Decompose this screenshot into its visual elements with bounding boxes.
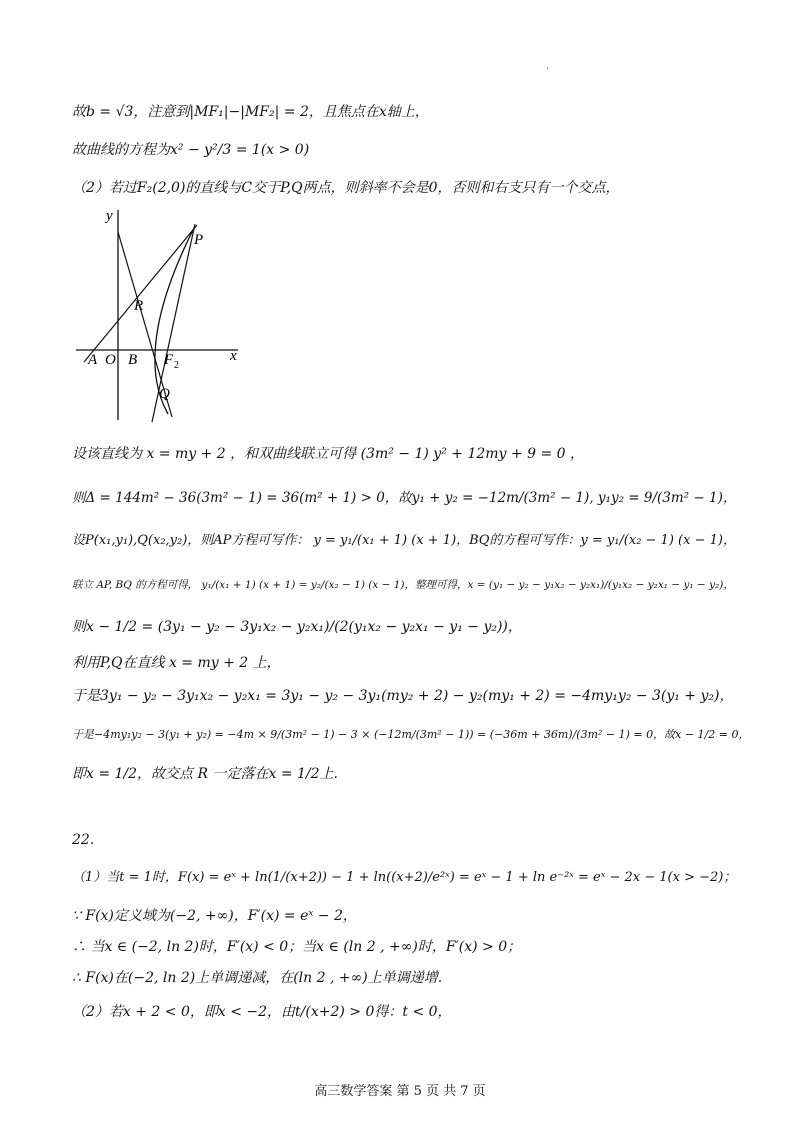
text-line-9: 利用P,Q在直线 x = my + 2 上， (72, 655, 281, 671)
text-line-16: ∴ 当x ∈ (−2, ln 2)时，F′(x) < 0；当x ∈ (ln 2 , +∞)时，F′(x) > 0； (72, 939, 522, 955)
problem-number: 22. (72, 832, 95, 848)
label-y: y (106, 208, 113, 224)
label-a: A (88, 352, 98, 368)
text-line-15: ∵ F(x)定义域为(−2, +∞)，F′(x) = eˣ − 2， (72, 908, 357, 924)
label-x: x (230, 348, 237, 364)
text-line-2: 故曲线的方程为x² − y²/3 = 1(x > 0) (72, 142, 310, 158)
text-line-4: 设该直线为 x = my + 2 ，和双曲线联立可得 (3m² − 1) y² + 12my + 9 = 0 ， (72, 446, 584, 462)
label-o: O (105, 352, 116, 368)
hyperbola-figure (70, 202, 250, 427)
text-line-5: 则Δ = 144m² − 36(3m² − 1) = 36(m² + 1) > 0，故y₁ + y₂ = −12m/(3m² − 1), y₁y₂ = 9/(3m² − 1)， (72, 490, 737, 506)
label-r: R (134, 298, 144, 314)
text-line-7: 联立 AP, BQ 的方程可得， y₁/(x₁ + 1) (x + 1) = y₂/(x₂ − 1) (x − 1)，整理可得，x = (y₁ − y₂ − y₁x₂ − y₂x₁)/(y₁x₂ − y₂x₁ − y₁ − y₂)， (72, 579, 734, 591)
label-q: Q (159, 386, 170, 402)
label-f-subscript: 2 (174, 360, 179, 371)
text-line-12: 即x = 1/2，故交点 R 一定落在x = 1/2上. (72, 766, 339, 782)
label-f: F (164, 352, 174, 368)
label-p: P (194, 232, 204, 248)
text-line-8: 则x − 1/2 = (3y₁ − y₂ − 3y₁x₂ − y₂x₁)/(2(y₁x₂ − y₂x₁ − y₁ − y₂))， (72, 619, 522, 635)
text-line-18: （2）若x + 2 < 0，即x < −2，由t/(x+2) > 0得：t < 0， (72, 1004, 452, 1020)
text-line-3: （2）若过F₂(2,0)的直线与C交于P,Q两点，则斜率不会是0，否则和右支只有一个交点， (72, 180, 620, 196)
label-b: B (128, 352, 138, 368)
page-footer: 高三数学答案 第 5 页 共 7 页 (314, 1084, 486, 1099)
header-mark: · (546, 64, 550, 75)
text-line-1: 故b = √3，注意到|MF₁|−|MF₂| = 2，且焦点在x轴上， (72, 104, 429, 120)
text-line-6: 设P(x₁,y₁),Q(x₂,y₂)，则AP方程可写作： y = y₁/(x₁ + 1) (x + 1)，BQ的方程可写作：y = y₁/(x₂ − 1) (x − 1)， (72, 533, 736, 548)
text-line-17: ∴ F(x)在(−2, ln 2)上单调递减，在(ln 2 , +∞)上单调递增. (72, 970, 443, 986)
text-line-14: （1）当t = 1时，F(x) = eˣ + ln(1/(x+2)) − 1 + ln((x+2)/e²ˣ) = eˣ − 1 + ln e⁻²ˣ = eˣ − 2x − 1(x > −2)； (72, 870, 737, 885)
text-line-10: 于是3y₁ − y₂ − 3y₁x₂ − y₂x₁ = 3y₁ − y₂ − 3y₁(my₂ + 2) − y₂(my₁ + 2) = −4my₁y₂ − 3(y₁ + y₂)， (72, 688, 734, 704)
text-line-11: 于是−4my₁y₂ − 3(y₁ + y₂) = −4m × 9/(3m² − 1) − 3 × (−12m/(3m² − 1)) = (−36m + 36m)/(3m² − 1) = 0，故x − 1/2 = 0， (72, 728, 750, 741)
